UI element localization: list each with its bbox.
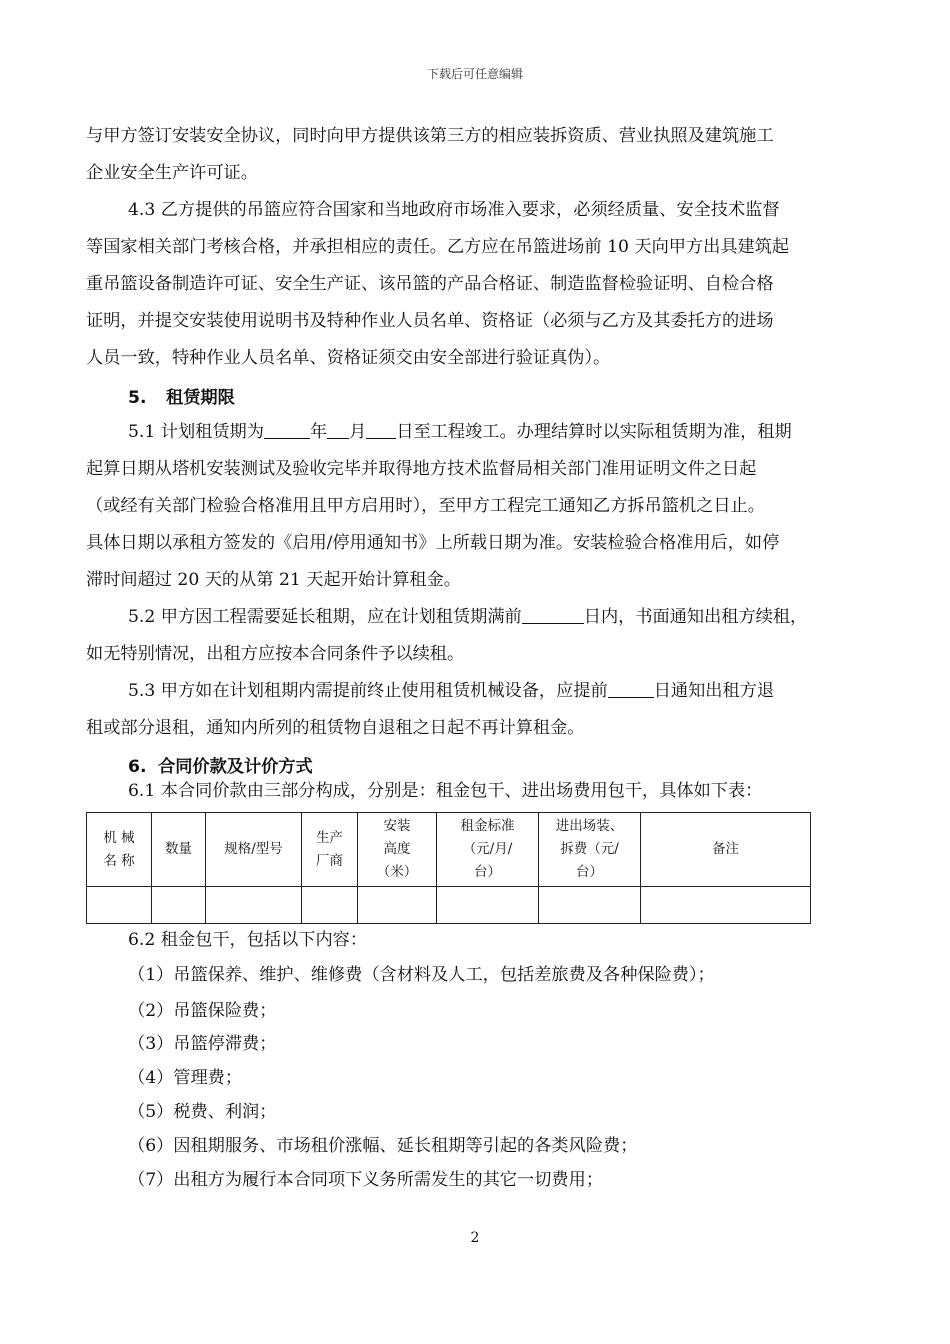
blank-days	[608, 679, 654, 698]
table-cell[interactable]	[87, 887, 152, 924]
clause-6-1-line: 6.1 本合同价款由三部分构成，分别是：租金包干、进出场费用包干，具体如下表：	[128, 781, 763, 801]
clause-text: 5.1 计划租赁期为	[128, 422, 264, 442]
clause-5-1-line: 具体日期以承租方签发的《启用/停用通知书》上所载日期为准。安装检验合格准用后，如停	[86, 533, 780, 553]
list-item: （3）吊篮停滞费；	[128, 1034, 277, 1054]
section-number: 6.	[128, 757, 147, 777]
fee-table	[86, 812, 811, 924]
table-header-row	[87, 813, 811, 887]
header-spec: 规格/型号	[206, 813, 302, 887]
clause-text: 年	[309, 422, 328, 442]
clause-text: 月	[349, 422, 367, 442]
clause-5-1-line	[128, 420, 908, 444]
blank-month	[327, 420, 349, 439]
header-inout-fee: 进出场装、 拆费（元/ 台）	[539, 813, 641, 887]
list-item: （1）吊篮保养、维护、维修费（含材料及人工，包括差旅费及各种保险费）；	[128, 965, 715, 985]
page-number: 2	[470, 1230, 480, 1246]
clause-5-3-line	[128, 679, 908, 703]
blank-days	[522, 605, 584, 624]
header-rent-standard: 租金标准 （元/月/ 台）	[437, 813, 539, 887]
blank-day	[366, 420, 396, 439]
clause-6-2-line: 6.2 租金包干，包括以下内容：	[128, 930, 368, 950]
list-item: （6）因租期服务、市场租价涨幅、延长租期等引起的各类风险费；	[128, 1136, 638, 1156]
clause-4-3-line: 证明，并提交安装使用说明书及特种作业人员名单、资格证（必须与乙方及其委托方的进场	[86, 311, 774, 331]
clause-5-2-line: 如无特别情况，出租方应按本合同条件予以续租。	[86, 644, 465, 664]
header-machine-name: 机 械 名 称	[87, 813, 152, 887]
list-item: （5）税费、利润；	[128, 1102, 277, 1122]
clause-text: 5.3 甲方如在计划租期内需提前终止使用租赁机械设备，应提前	[128, 681, 608, 701]
clause-4-3-line: 重吊篮设备制造许可证、安全生产证、该吊篮的产品合格证、制造监督检验证明、自检合格	[86, 274, 774, 294]
clause-5-1-line: 起算日期从塔机安装测试及验收完毕并取得地方技术监督局相关部门准用证明文件之日起	[86, 459, 757, 479]
section-5-heading	[128, 383, 235, 408]
header-manufacturer: 生产 厂商	[302, 813, 358, 887]
section-title: 租赁期限	[166, 388, 235, 408]
list-item: （4）管理费；	[128, 1068, 243, 1088]
table-cell[interactable]	[358, 887, 437, 924]
clause-text: 日内，书面通知出租方续租，	[583, 607, 808, 627]
clause-5-2-line	[128, 605, 908, 629]
clause-text: 5.2 甲方因工程需要延长租期，应在计划租赁期满前	[128, 607, 522, 627]
list-item: （7）出租方为履行本合同项下义务所需发生的其它一切费用；	[128, 1170, 604, 1190]
clause-4-3-line: 4.3 乙方提供的吊篮应符合国家和当地政府市场准入要求，必须经质量、安全技术监督	[128, 200, 780, 220]
header-remarks: 备注	[641, 813, 811, 887]
page-header: 下载后可任意编辑	[426, 67, 523, 81]
clause-4-3-line: 人员一致，特种作业人员名单、资格证须交由安全部进行验证真伪）。	[86, 348, 611, 368]
paragraph-line: 企业安全生产许可证。	[86, 163, 258, 183]
list-item: （2）吊篮保险费；	[128, 1001, 277, 1021]
table-cell[interactable]	[206, 887, 302, 924]
paragraph-line: 与甲方签订安装安全协议，同时向甲方提供该第三方的相应装拆资质、营业执照及建筑施工	[86, 126, 774, 146]
table-cell[interactable]	[641, 887, 811, 924]
table-cell[interactable]	[302, 887, 358, 924]
header-install-height: 安装 高度 （米）	[358, 813, 437, 887]
section-6-heading	[128, 752, 313, 777]
table-cell[interactable]	[152, 887, 206, 924]
header-quantity: 数量	[152, 813, 206, 887]
table-row	[87, 887, 811, 924]
clause-text: 日通知出租方退	[653, 681, 775, 701]
clause-text: 日至工程竣工。办理结算时以实际租赁期为准，租期	[396, 422, 792, 442]
clause-5-1-line: 滞时间超过 20 天的从第 21 天起开始计算租金。	[86, 570, 461, 590]
clause-4-3-line: 等国家相关部门考核合格，并承担相应的责任。乙方应在吊篮进场前 10 天向甲方出具建筑起	[86, 237, 790, 257]
table-cell[interactable]	[437, 887, 539, 924]
clause-5-3-line: 租或部分退租，通知内所列的租赁物自退租之日起不再计算租金。	[86, 718, 585, 738]
section-number: 5.	[128, 388, 147, 408]
blank-year	[264, 420, 310, 439]
clause-5-1-line: （或经有关部门检验合格准用且甲方启用时），至甲方工程完工通知乙方拆吊篮机之日止。	[86, 496, 765, 516]
section-title: 合同价款及计价方式	[158, 757, 313, 777]
table-cell[interactable]	[539, 887, 641, 924]
